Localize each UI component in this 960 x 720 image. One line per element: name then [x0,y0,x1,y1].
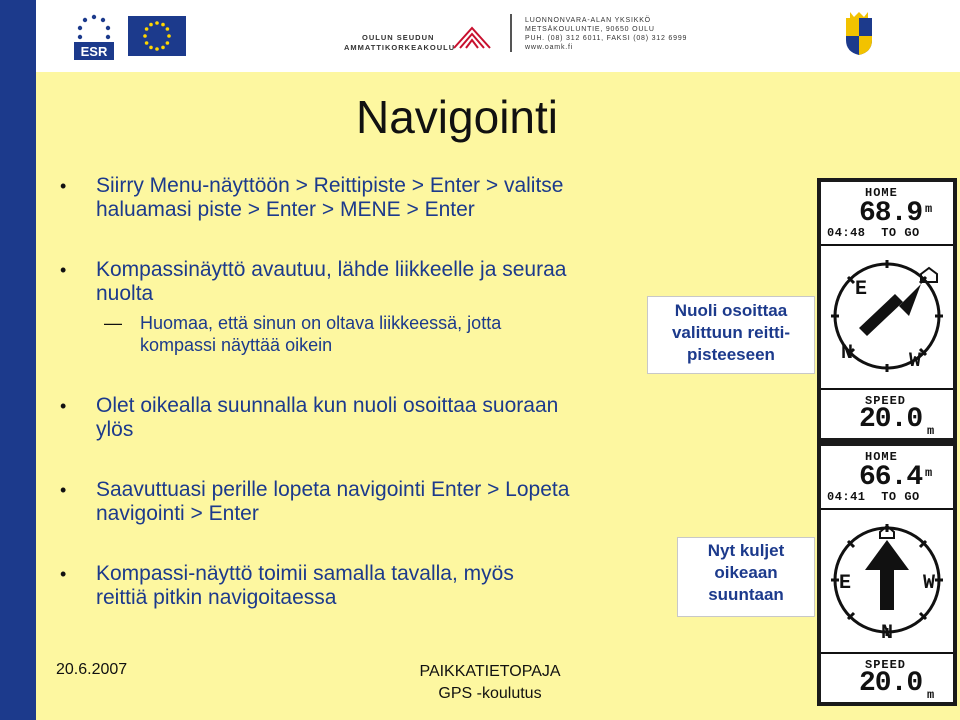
speed-unit: m [927,424,935,438]
distance-value: 68.9 [859,198,923,229]
footer-line2: GPS -koulutus [438,685,542,702]
sub-bullet-text-line2: kompassi näyttää oikein [140,335,333,355]
bullet-dot: • [60,480,67,500]
speed-label: SPEED [865,394,907,408]
compass-letter-w: W [909,350,922,373]
oamk-logo-line1: OULUN SEUDUN [362,33,435,42]
callout-line1: Nuoli osoittaa [674,301,788,320]
divider [821,508,953,510]
gps-compass-screen [817,178,957,442]
time-to-go-row [827,226,920,240]
oamk-logo-line2: AMMATTIKORKEAKOULU [344,43,456,52]
callout-line2: oikeaan [714,563,778,582]
to-go-label: TO GO [881,490,920,504]
footer-center [370,661,610,705]
callout-right-direction [677,537,815,617]
divider [821,388,953,390]
sub-bullet-text-line1: Huomaa, että sinun on oltava liikkeessä, jotta [140,313,502,333]
unit-address-line1: LUONNONVARA-ALAN YKSIKKÖ [525,17,651,24]
time-to-go-row [827,490,920,504]
compass-letter-w: W [923,572,936,595]
slide-title: Navigointi [356,91,558,143]
gps-compass-screen [817,442,957,706]
time-value: 04:41 [827,490,866,504]
home-label: HOME [865,450,898,464]
home-label: HOME [865,186,898,200]
speed-unit: m [927,688,935,702]
oamk-logo-mark [452,24,492,50]
bullet-text-line2: navigointi > Enter [96,502,259,525]
header-divider [510,14,512,52]
compass-letter-n: N [841,342,854,365]
callout-line3: suuntaan [708,585,784,604]
speed-value: 20.0 [859,404,923,435]
compass-letter-e: E [839,572,852,595]
bullet-dot: • [60,564,67,584]
bullet-dot: • [60,396,67,416]
compass-dial-icon [825,254,949,378]
unit-address [525,16,687,52]
bullet-text-line2: reittiä pitkin navigoitaessa [96,586,337,609]
divider [821,652,953,654]
oamk-logo-text [344,33,455,53]
compass-letter-n: N [881,622,894,642]
esr-logo-text: ESR [80,44,108,59]
bullet-text-line1: Olet oikealla suunnalla kun nuoli osoittaa suoraan [96,394,559,417]
unit-address-line2: METSÄKOULUNTIE, 90650 OULU [525,26,655,33]
speed-value: 20.0 [859,668,923,699]
coat-of-arms-logo [842,12,876,56]
bullet-dot: • [60,260,67,280]
callout-line1: Nyt kuljet [707,541,785,560]
compass-letter-e: E [855,278,868,301]
compass-dial-icon [825,518,949,642]
footer-line1: PAIKKATIETOPAJA [419,663,561,680]
distance-value: 66.4 [859,462,923,493]
left-blue-bar [0,0,36,720]
unit-address-line3: PUH. (08) 312 6011, FAKSI (08) 312 6999 [525,35,688,42]
unit-address-line4: www.oamk.fi [525,44,574,51]
callout-line3: pisteeseen [687,345,775,364]
to-go-label: TO GO [881,226,920,240]
footer-date: 20.6.2007 [56,661,128,678]
eu-flag-logo [128,16,186,56]
distance-unit: m [925,466,933,480]
bullet-text-line1: Kompassinäyttö avautuu, lähde liikkeelle ja seuraa [96,258,567,281]
bullet-text-line1: Saavuttuasi perille lopeta navigointi Enter > Lopeta [96,478,570,501]
bullet-text-line1: Siirry Menu-näyttöön > Reittipiste > Enter > valitse [96,174,564,197]
bullet-text-line2: haluamasi piste > Enter > MENE > Enter [96,198,475,221]
time-value: 04:48 [827,226,866,240]
bullet-text-line1: Kompassi-näyttö toimii samalla tavalla, myös [96,562,514,585]
divider [821,244,953,246]
distance-unit: m [925,202,933,216]
callout-line2: valittuun reitti- [671,323,791,342]
bullet-text-line2: nuolta [96,282,154,305]
bullet-text-line2: ylös [96,418,134,441]
speed-label: SPEED [865,658,907,672]
sub-bullet-dash: — [104,313,122,333]
bullet-dot: • [60,176,67,196]
callout-arrow-points-waypoint [647,296,815,374]
